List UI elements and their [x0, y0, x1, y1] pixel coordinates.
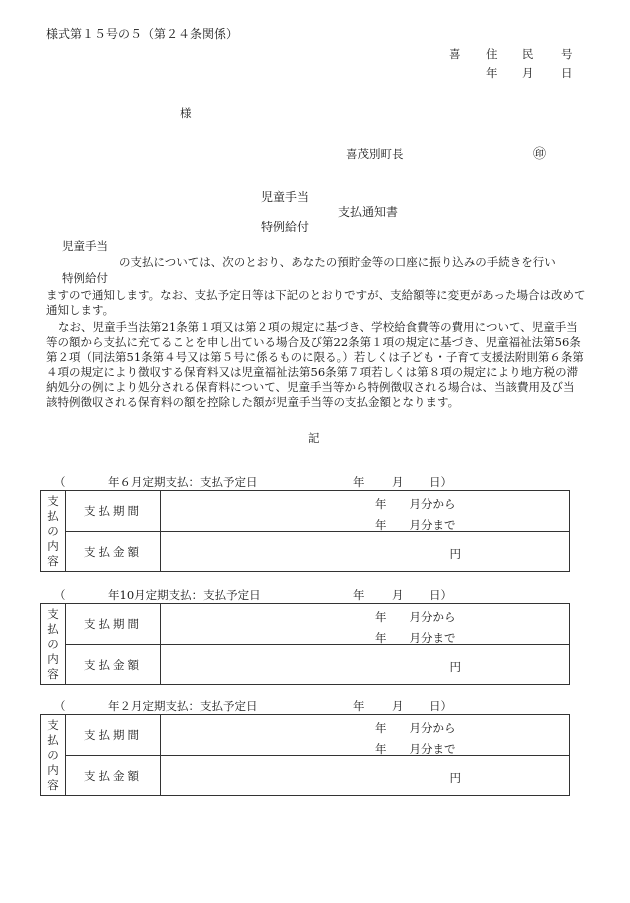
title-line2: 支払通知書 [338, 205, 399, 219]
section-day: 日） [429, 588, 452, 602]
form-number: 様式第１５号の５（第２４条関係） [46, 27, 239, 41]
seal-mark: ㊞ [533, 147, 547, 162]
period-from: 年 月分から [375, 610, 456, 624]
body-p2: なお、児童手当法第21条第１項又は第２項の規定に基づき、学校給食費等の費用について、児童手当等の額から支払に充てることを申し出ている場合及び第22条第１項の規定に基づき、児童福祉法第56条第２項（同法第51条第４号又は第５号に係るものに限る。）若しくは子ども・子育て支援法附則第６条第４項の規定により徴収する保育料又は児童福祉法第56条第７項若しくは第８項の規定により地方税の滞納処分の例により処分される保育料について、児童手当等から特例徴収される場合は、当該費用及び当該特例徴収される保育料の額を控除した額が児童手当等の支払金額となります。 [46, 320, 584, 409]
amount-label: 支払金額 [66, 756, 161, 796]
period-label: 支払期間 [66, 715, 161, 756]
body-p1-line3: 特例給付 [62, 271, 108, 285]
date-year: 年 [486, 66, 498, 80]
payment-table [40, 490, 570, 572]
section-year: 年 [353, 475, 365, 489]
section-open-paren: （ [54, 475, 66, 489]
section-month: 月 [392, 699, 404, 713]
section-heading [40, 474, 570, 489]
side-label: 支払の内容 [41, 491, 66, 572]
date-day: 日 [561, 66, 573, 80]
amount-label: 支払金額 [66, 645, 161, 685]
section-heading [40, 587, 570, 602]
section-open-paren: （ [54, 699, 66, 713]
body-p1-line2: の支払については、次のとおり、あなたの預貯金等の口座に振り込みの手続きを行い [119, 255, 556, 269]
amount-unit: 円 [449, 771, 461, 785]
section-day: 日） [429, 699, 452, 713]
section-heading [40, 698, 570, 713]
period-from: 年 月分から [375, 721, 456, 735]
amount-unit: 円 [449, 660, 461, 674]
payment-table [40, 603, 570, 685]
ki-mark: 記 [308, 431, 320, 445]
amount-value [161, 532, 570, 572]
section-month: 月 [392, 588, 404, 602]
doc-number-go: 号 [561, 47, 573, 61]
period-from: 年 月分から [375, 497, 456, 511]
doc-number-min: 民 [522, 47, 534, 61]
section-year: 年 [353, 699, 365, 713]
title-line3: 特例給付 [261, 220, 310, 234]
issuer-name: 喜茂別町長 [346, 147, 404, 161]
amount-label: 支払金額 [66, 532, 161, 572]
payment-table [40, 714, 570, 796]
period-value [161, 491, 570, 532]
period-to: 年 月分まで [375, 518, 456, 532]
period-value [161, 715, 570, 756]
section-day: 日） [429, 475, 452, 489]
period-to: 年 月分まで [375, 742, 456, 756]
body-p1-rest: ますので通知します。なお、支払予定日等は下記のとおりですが、支給額等に変更があった場合は改めて通知します。 [46, 288, 586, 317]
period-label: 支払期間 [66, 491, 161, 532]
doc-number-ki: 喜 [449, 47, 461, 61]
side-label: 支払の内容 [41, 715, 66, 796]
section-month: 月 [392, 475, 404, 489]
section-title: 年２月定期支払：支払予定日 [108, 699, 258, 713]
addressee-suffix: 様 [180, 106, 192, 120]
section-open-paren: （ [54, 588, 66, 602]
period-to: 年 月分まで [375, 631, 456, 645]
body-p1-line1: 児童手当 [62, 239, 108, 253]
title-line1: 児童手当 [261, 190, 310, 204]
section-title: 年10月定期支払：支払予定日 [108, 588, 261, 602]
side-label: 支払の内容 [41, 604, 66, 685]
amount-value [161, 645, 570, 685]
doc-number-ju: 住 [486, 47, 498, 61]
section-title: 年６月定期支払：支払予定日 [108, 475, 258, 489]
section-year: 年 [353, 588, 365, 602]
period-value [161, 604, 570, 645]
amount-value [161, 756, 570, 796]
period-label: 支払期間 [66, 604, 161, 645]
amount-unit: 円 [449, 547, 461, 561]
date-month: 月 [522, 66, 534, 80]
